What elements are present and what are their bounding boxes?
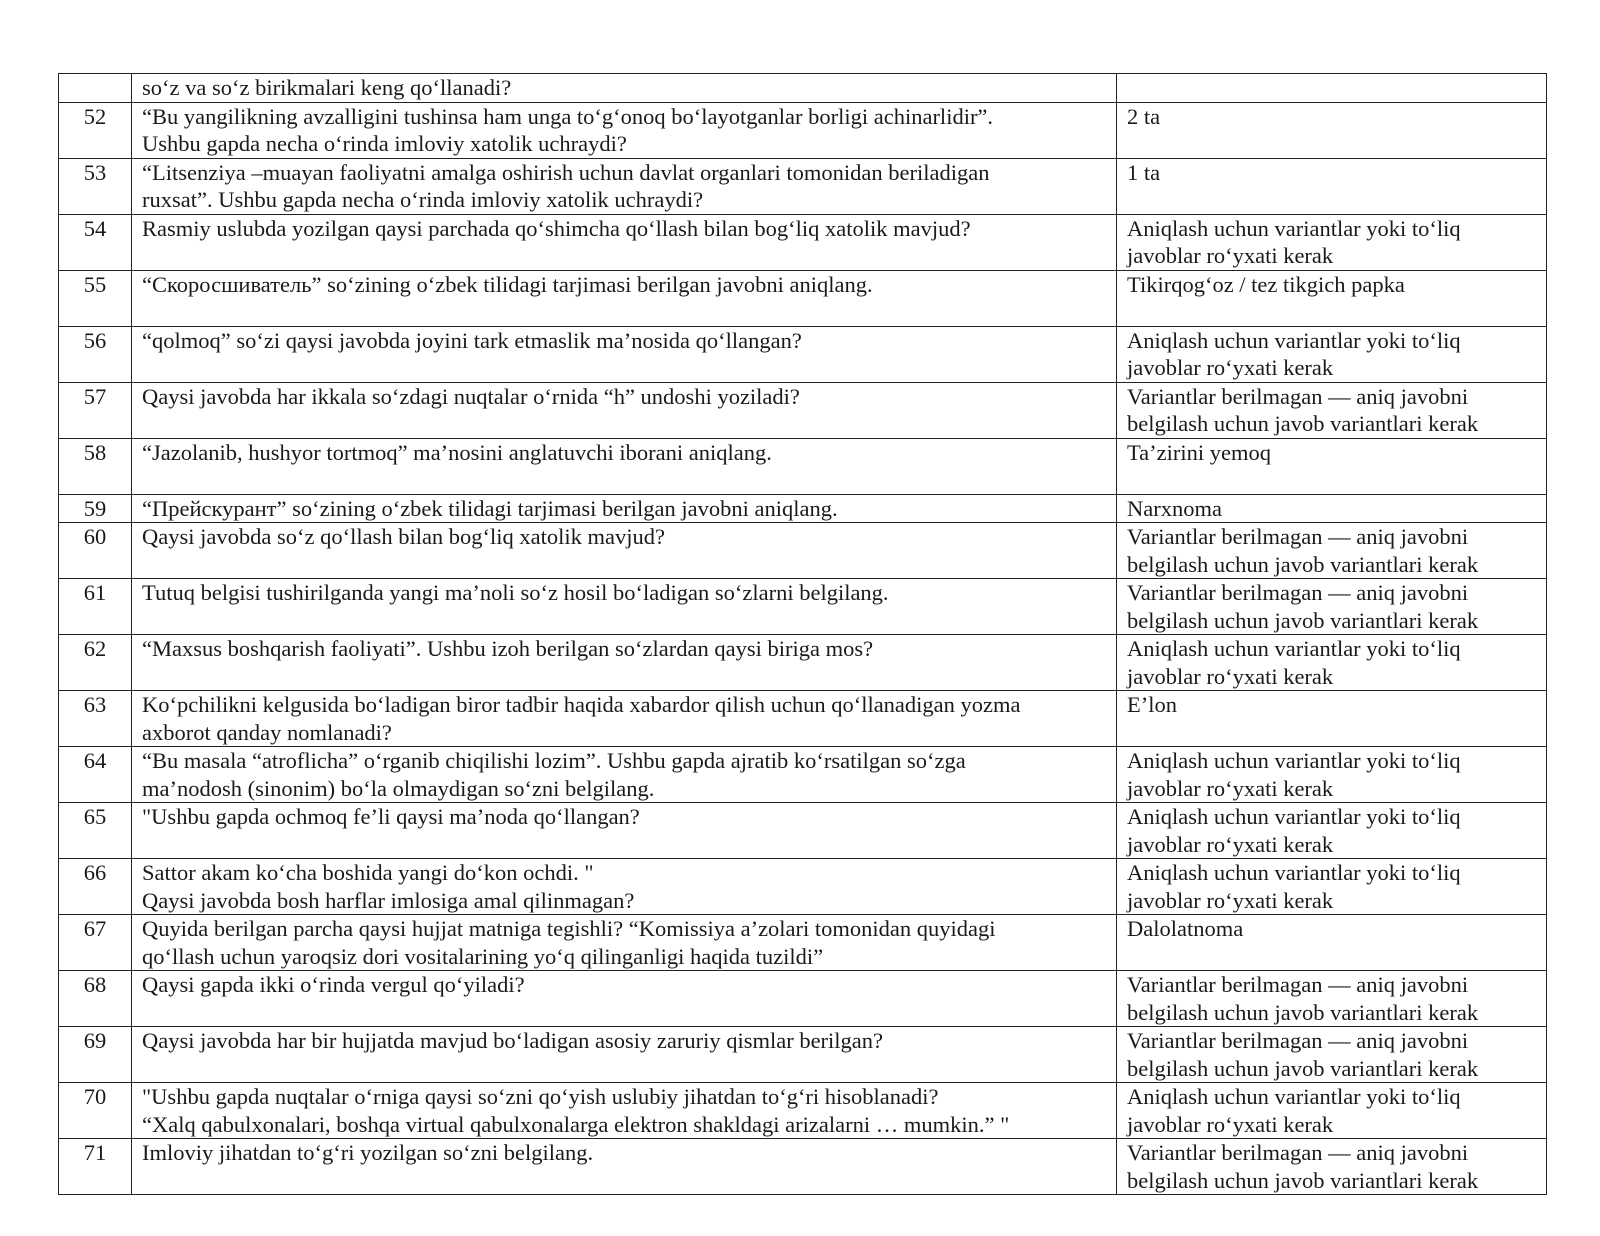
table-row [59, 326, 1547, 382]
question-text-line: “qolmoq” so‘zi qaysi javobda joyini tark etmaslik ma’nosida qo‘llangan? [142, 327, 802, 353]
question-cell [132, 523, 1117, 579]
question-cell [132, 214, 1117, 270]
question-text-line: Qaysi javobda so‘z qo‘llash bilan bog‘liq xatolik mavjud? [142, 524, 666, 549]
table-row [59, 523, 1547, 579]
document-page [58, 73, 1546, 1195]
question-text-line: Qaysi javobda har bir hujjatda mavjud bo‘ladigan asosiy zaruriy qismlar berilgan? [142, 1028, 884, 1053]
qa-table [58, 73, 1547, 1195]
question-number: 58 [59, 438, 132, 494]
question-number: 70 [59, 1083, 132, 1139]
question-number: 52 [59, 102, 132, 158]
answer-text-line: belgilash uchun javob variantlari kerak [1127, 411, 1479, 436]
question-text-line: "Ushbu gapda nuqtalar o‘rniga qaysi so‘zni qo‘yish uslubiy jihatdan to‘g‘ri hisoblanadi? [142, 1084, 939, 1109]
question-text-line: Ko‘pchilikni kelgusida bo‘ladigan biror tadbir haqida xabardor qilish uchun qo‘llanadigan yozma [142, 692, 1021, 717]
answer-text-line: Aniqlash uchun variantlar yoki to‘liq [1127, 327, 1461, 353]
answer-text-line: Variantlar berilmagan — aniq javobni [1127, 580, 1469, 605]
question-text-line: ma’nodosh (sinonim) bo‘la olmaydigan so‘zni belgilang. [142, 775, 655, 801]
table-row [59, 1027, 1547, 1083]
answer-cell [1117, 1139, 1547, 1195]
answer-cell [1117, 523, 1547, 579]
question-number: 64 [59, 747, 132, 803]
question-cell [132, 691, 1117, 747]
table-row [59, 635, 1547, 691]
question-text-line: “Maxsus boshqarish faoliyati”. Ushbu izoh berilgan so‘zlardan qaysi biriga mos? [142, 636, 874, 661]
question-number: 68 [59, 971, 132, 1027]
table-row [59, 1083, 1547, 1139]
table-row [59, 270, 1547, 326]
answer-cell [1117, 158, 1547, 214]
question-text-line: Qaysi javobda har ikkala so‘zdagi nuqtalar o‘rnida “h” undoshi yoziladi? [142, 383, 800, 409]
question-cell [132, 158, 1117, 214]
answer-text-line: belgilash uchun javob variantlari kerak [1127, 551, 1479, 577]
question-cell [132, 579, 1117, 635]
question-text-line: qo‘llash uchun yaroqsiz dori vositalarining yo‘q qilinganligi haqida tuzildi” [142, 943, 824, 969]
question-text-line: “Прейскурант” so‘zining o‘zbek tilidagi tarjimasi berilgan javobni aniqlang. [142, 495, 838, 521]
question-number: 71 [59, 1139, 132, 1195]
question-number: 60 [59, 523, 132, 579]
table-row [59, 494, 1547, 523]
answer-cell [1117, 1083, 1547, 1139]
question-text-line: Imloviy jihatdan to‘g‘ri yozilgan so‘zni belgilang. [142, 1140, 594, 1165]
table-row [59, 859, 1547, 915]
answer-text-line: Variantlar berilmagan — aniq javobni [1127, 524, 1469, 549]
table-row [59, 747, 1547, 803]
question-number: 61 [59, 579, 132, 635]
question-number: 62 [59, 635, 132, 691]
answer-text-line: Ta’zirini yemoq [1127, 439, 1271, 465]
answer-cell [1117, 326, 1547, 382]
answer-text-line: 1 ta [1127, 159, 1161, 185]
answer-text-line: Variantlar berilmagan — aniq javobni [1127, 972, 1469, 997]
question-number: 66 [59, 859, 132, 915]
answer-text-line: Aniqlash uchun variantlar yoki to‘liq [1127, 1084, 1461, 1109]
question-text-line: ruxsat”. Ushbu gapda necha o‘rinda imloviy xatolik uchraydi? [142, 187, 704, 212]
answer-text-line: javoblar ro‘yxati kerak [1127, 355, 1334, 380]
question-text-line: Rasmiy uslubda yozilgan qaysi parchada qo‘shimcha qo‘llash bilan bog‘liq xatolik mavjud? [142, 215, 971, 241]
answer-text-line: Narxnoma [1127, 495, 1222, 521]
answer-cell [1117, 803, 1547, 859]
table-row [59, 158, 1547, 214]
question-text-line: Qaysi gapda ikki o‘rinda vergul qo‘yiladi? [142, 972, 525, 997]
question-cell [132, 1027, 1117, 1083]
table-row [59, 915, 1547, 971]
question-cell [132, 438, 1117, 494]
answer-text-line: javoblar ro‘yxati kerak [1127, 887, 1334, 913]
question-number: 56 [59, 326, 132, 382]
answer-text-line: Aniqlash uchun variantlar yoki to‘liq [1127, 748, 1461, 773]
question-text-line: Quyida berilgan parcha qaysi hujjat matniga tegishli? “Komissiya a’zolari tomonidan quyidagi [142, 916, 996, 941]
answer-text-line: belgilash uchun javob variantlari kerak [1127, 607, 1479, 633]
table-row [59, 1139, 1547, 1195]
answer-text-line: belgilash uchun javob variantlari kerak [1127, 1167, 1479, 1193]
question-number: 63 [59, 691, 132, 747]
table-row [59, 803, 1547, 859]
answer-cell [1117, 382, 1547, 438]
answer-cell [1117, 1027, 1547, 1083]
table-row [59, 382, 1547, 438]
answer-cell [1117, 270, 1547, 326]
answer-cell [1117, 438, 1547, 494]
question-text-line: "Ushbu gapda ochmoq fe’li qaysi ma’noda qo‘llangan? [142, 804, 640, 829]
answer-text-line: Variantlar berilmagan — aniq javobni [1127, 1140, 1469, 1165]
answer-text-line: javoblar ro‘yxati kerak [1127, 663, 1334, 689]
question-number: 65 [59, 803, 132, 859]
question-cell [132, 102, 1117, 158]
answer-text-line: Variantlar berilmagan — aniq javobni [1127, 383, 1469, 409]
question-cell [132, 803, 1117, 859]
answer-cell [1117, 579, 1547, 635]
question-text-line: Sattor akam ko‘cha boshida yangi do‘kon ochdi. " [142, 860, 594, 885]
answer-cell [1117, 971, 1547, 1027]
table-row [59, 74, 1547, 103]
question-cell [132, 747, 1117, 803]
answer-text-line: Dalolatnoma [1127, 916, 1244, 941]
question-cell [132, 859, 1117, 915]
answer-text-line: 2 ta [1127, 103, 1161, 129]
question-text-line: Tutuq belgisi tushirilganda yangi ma’noli so‘z hosil bo‘ladigan so‘zlarni belgilang. [142, 580, 889, 605]
question-cell [132, 494, 1117, 523]
question-cell [132, 1139, 1117, 1195]
answer-cell [1117, 214, 1547, 270]
answer-cell [1117, 915, 1547, 971]
answer-cell [1117, 691, 1547, 747]
question-cell [132, 635, 1117, 691]
answer-cell [1117, 859, 1547, 915]
question-cell [132, 971, 1117, 1027]
answer-text-line: javoblar ro‘yxati kerak [1127, 775, 1334, 801]
answer-text-line: Aniqlash uchun variantlar yoki to‘liq [1127, 804, 1461, 829]
question-cell [132, 326, 1117, 382]
question-text-line: “Bu masala “atroflicha” o‘rganib chiqilishi lozim”. Ushbu gapda ajratib ko‘rsatilgan so‘zga [142, 748, 966, 773]
answer-text-line: belgilash uchun javob variantlari kerak [1127, 1055, 1479, 1081]
table-row [59, 691, 1547, 747]
answer-text-line: javoblar ro‘yxati kerak [1127, 243, 1334, 268]
answer-text-line: Aniqlash uchun variantlar yoki to‘liq [1127, 215, 1461, 241]
question-text-line: “Bu yangilikning avzalligini tushinsa ham unga to‘g‘onoq bo‘layotganlar borligi achinarlidir”. [142, 103, 994, 129]
table-row [59, 971, 1547, 1027]
answer-text-line: javoblar ro‘yxati kerak [1127, 1111, 1334, 1137]
question-number: 53 [59, 158, 132, 214]
answer-cell [1117, 74, 1547, 103]
question-number [59, 74, 132, 103]
table-row [59, 438, 1547, 494]
answer-cell [1117, 494, 1547, 523]
answer-text-line: Variantlar berilmagan — aniq javobni [1127, 1028, 1469, 1053]
question-number: 59 [59, 494, 132, 523]
question-number: 54 [59, 214, 132, 270]
answer-cell [1117, 747, 1547, 803]
table-row [59, 102, 1547, 158]
answer-cell [1117, 635, 1547, 691]
table-row [59, 579, 1547, 635]
question-text-line: axborot qanday nomlanadi? [142, 719, 392, 745]
answer-text-line: Aniqlash uchun variantlar yoki to‘liq [1127, 860, 1461, 885]
answer-text-line: Tikirqog‘oz / tez tikgich papka [1127, 271, 1405, 297]
table-row [59, 214, 1547, 270]
question-cell [132, 1083, 1117, 1139]
question-number: 69 [59, 1027, 132, 1083]
question-number: 57 [59, 382, 132, 438]
question-cell [132, 74, 1117, 103]
qa-table-body [59, 74, 1547, 1195]
question-text-line: Ushbu gapda necha o‘rinda imloviy xatolik uchraydi? [142, 131, 627, 156]
question-cell [132, 270, 1117, 326]
question-text-line: “Скоросшиватель” so‘zining o‘zbek tilidagi tarjimasi berilgan javobni aniqlang. [142, 271, 873, 297]
answer-text-line: Aniqlash uchun variantlar yoki to‘liq [1127, 636, 1461, 661]
question-number: 67 [59, 915, 132, 971]
question-text-line: “Jazolanib, hushyor tortmoq” ma’nosini anglatuvchi iborani aniqlang. [142, 439, 772, 465]
question-text-line: so‘z va so‘z birikmalari keng qo‘llanadi? [142, 75, 512, 100]
answer-cell [1117, 102, 1547, 158]
answer-text-line: E’lon [1127, 692, 1177, 717]
answer-text-line: belgilash uchun javob variantlari kerak [1127, 999, 1479, 1025]
question-text-line: “Xalq qabulxonalari, boshqa virtual qabulxonalarga elektron shakldagi arizalarni … mumkin.” " [142, 1111, 1010, 1137]
question-number: 55 [59, 270, 132, 326]
question-cell [132, 382, 1117, 438]
question-text-line: Qaysi javobda bosh harflar imlosiga amal qilinmagan? [142, 887, 635, 913]
question-text-line: “Litsenziya –muayan faoliyatni amalga oshirish uchun davlat organlari tomonidan beriladigan [142, 159, 990, 185]
answer-text-line: javoblar ro‘yxati kerak [1127, 831, 1334, 857]
question-cell [132, 915, 1117, 971]
